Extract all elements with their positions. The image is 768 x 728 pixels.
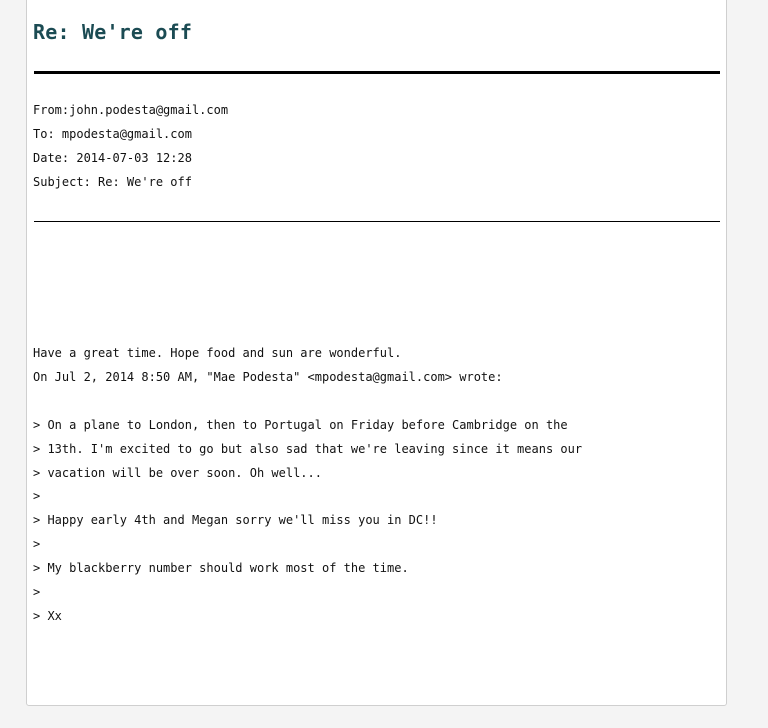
quoted-line: > Xx [33,609,62,623]
quoted-line: > [33,537,41,551]
quoted-line: > Happy early 4th and Megan sorry we'll miss you in DC!! [33,513,438,527]
quoted-line: > [33,585,41,599]
to-header: To: mpodesta@gmail.com [33,127,192,141]
quoted-line: > My blackberry number should work most of the time. [33,561,409,575]
quoted-line: > On a plane to London, then to Portugal on Friday before Cambridge on the [33,418,568,432]
quoted-line: > [33,489,41,503]
body-line: Have a great time. Hope food and sun are wonderful. [33,346,402,360]
from-header: From:john.podesta@gmail.com [33,103,229,117]
subject-header: Subject: Re: We're off [33,175,192,189]
body-line: On Jul 2, 2014 8:50 AM, "Mae Podesta" <mpodesta@gmail.com> wrote: [33,370,503,384]
email-title: Re: We're off [33,20,193,44]
date-header: Date: 2014-07-03 12:28 [33,151,192,165]
quoted-line: > 13th. I'm excited to go but also sad that we're leaving since it means our [33,442,583,456]
title-divider [34,71,720,74]
quoted-line: > vacation will be over soon. Oh well... [33,466,322,480]
header-divider [34,221,720,222]
